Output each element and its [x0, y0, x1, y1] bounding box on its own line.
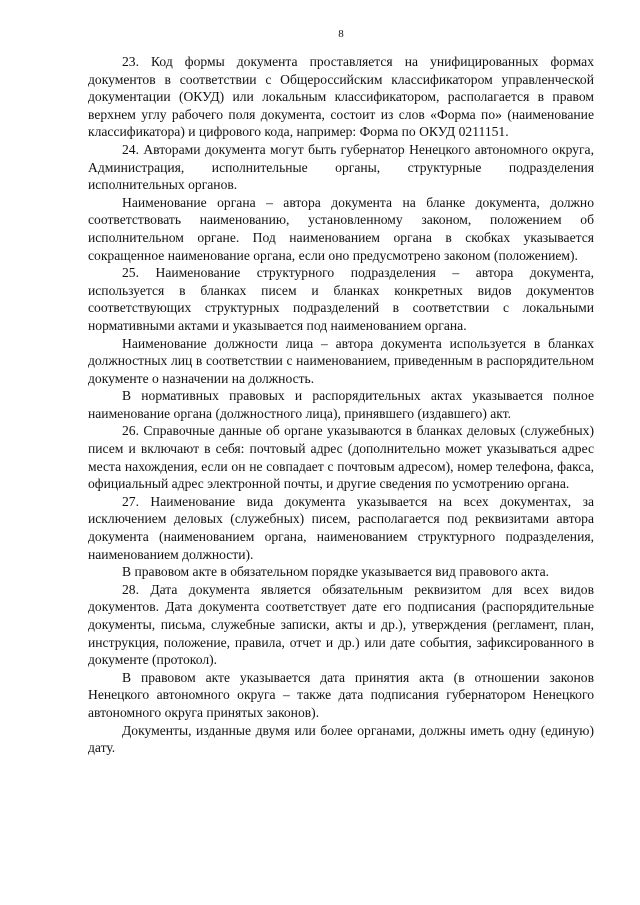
paragraph-27: 27. Наименование вида документа указывается на всех документах, за исключением деловых (служебных) писем, располагается под реквизитами автора документа (наименованием органа, наименованием структурного подразделения, наименованием должности). — [88, 493, 594, 562]
paragraph-27-act-type: В правовом акте в обязательном порядке указывается вид правового акта. — [122, 564, 550, 580]
document-page — [88, 27, 594, 757]
paragraph-25: 25. Наименование структурного подразделения – автора документа, используется в бланках писем и бланках конкретных видов документов соответствующих структурных подразделений в соответствии с локальными нормативными актами и указывается под наименованием органа. — [88, 265, 594, 333]
paragraph-23: 23. Код формы документа проставляется на унифицированных формах документов в соответствии с Общероссийским классификатором управленческой документации (ОКУД) или локальным классификатором, располагается в правом верхнем углу рабочего поля документа, состоит из слов «Форма по» (наименование классификатора) и цифрового кода, например: Форма по ОКУД 0211151. — [88, 54, 594, 140]
paragraph-28-act-date: В правовом акте указывается дата принятия акта (в отношении законов Ненецкого автономного округа – также дата подписания губернатором Ненецкого автономного округа принятых законов). — [88, 669, 594, 720]
page-number: 8 — [338, 28, 344, 40]
paragraph-25-legal-acts: В нормативных правовых и распорядительных актах указывается полное наименование органа (должностного лица), принявшего (издавшего) акт. — [88, 388, 594, 421]
paragraph-25-position-name: Наименование должности лица – автора документа используется в бланках должностных лиц в соответствии с наименованием, приведенным в распорядительном документе о назначении на должность. — [88, 335, 594, 386]
paragraph-26: 26. Справочные данные об органе указываются в бланках деловых (служебных) писем и включают в себя: почтовый адрес (дополнительно может указываться адрес места нахождения, если он не совпадает с почтовым адресом), номер телефона, факса, официальный адрес электронной почты, и другие сведения по усмотрению органа. — [88, 423, 594, 492]
paragraph-24: 24. Авторами документа могут быть губернатор Ненецкого автономного округа, Администрация, исполнительные органы, структурные подразделения исполнительных органов. — [88, 141, 594, 193]
paragraph-28-joint-date: Документы, изданные двумя или более органами, должны иметь одну (единую) дату. — [88, 722, 594, 756]
paragraph-28: 28. Дата документа является обязательным реквизитом для всех видов документов. Дата документа соответствует дате его подписания (распорядительные документы, письма, служебные записки, акты и др.), утверждения (регламент, план, инструкция, положение, правила, отчет и др.) или дате события, зафиксированного в документе (протокол). — [88, 581, 594, 668]
paragraph-24-organ-name: Наименование органа – автора документа на бланке документа, должно соответствовать наименованию, установленному законом, положением об исполнительном органе. Под наименованием органа в скобках указывается сокращенное наименование органа, если оно предусмотрено законом (положением). — [88, 194, 594, 263]
